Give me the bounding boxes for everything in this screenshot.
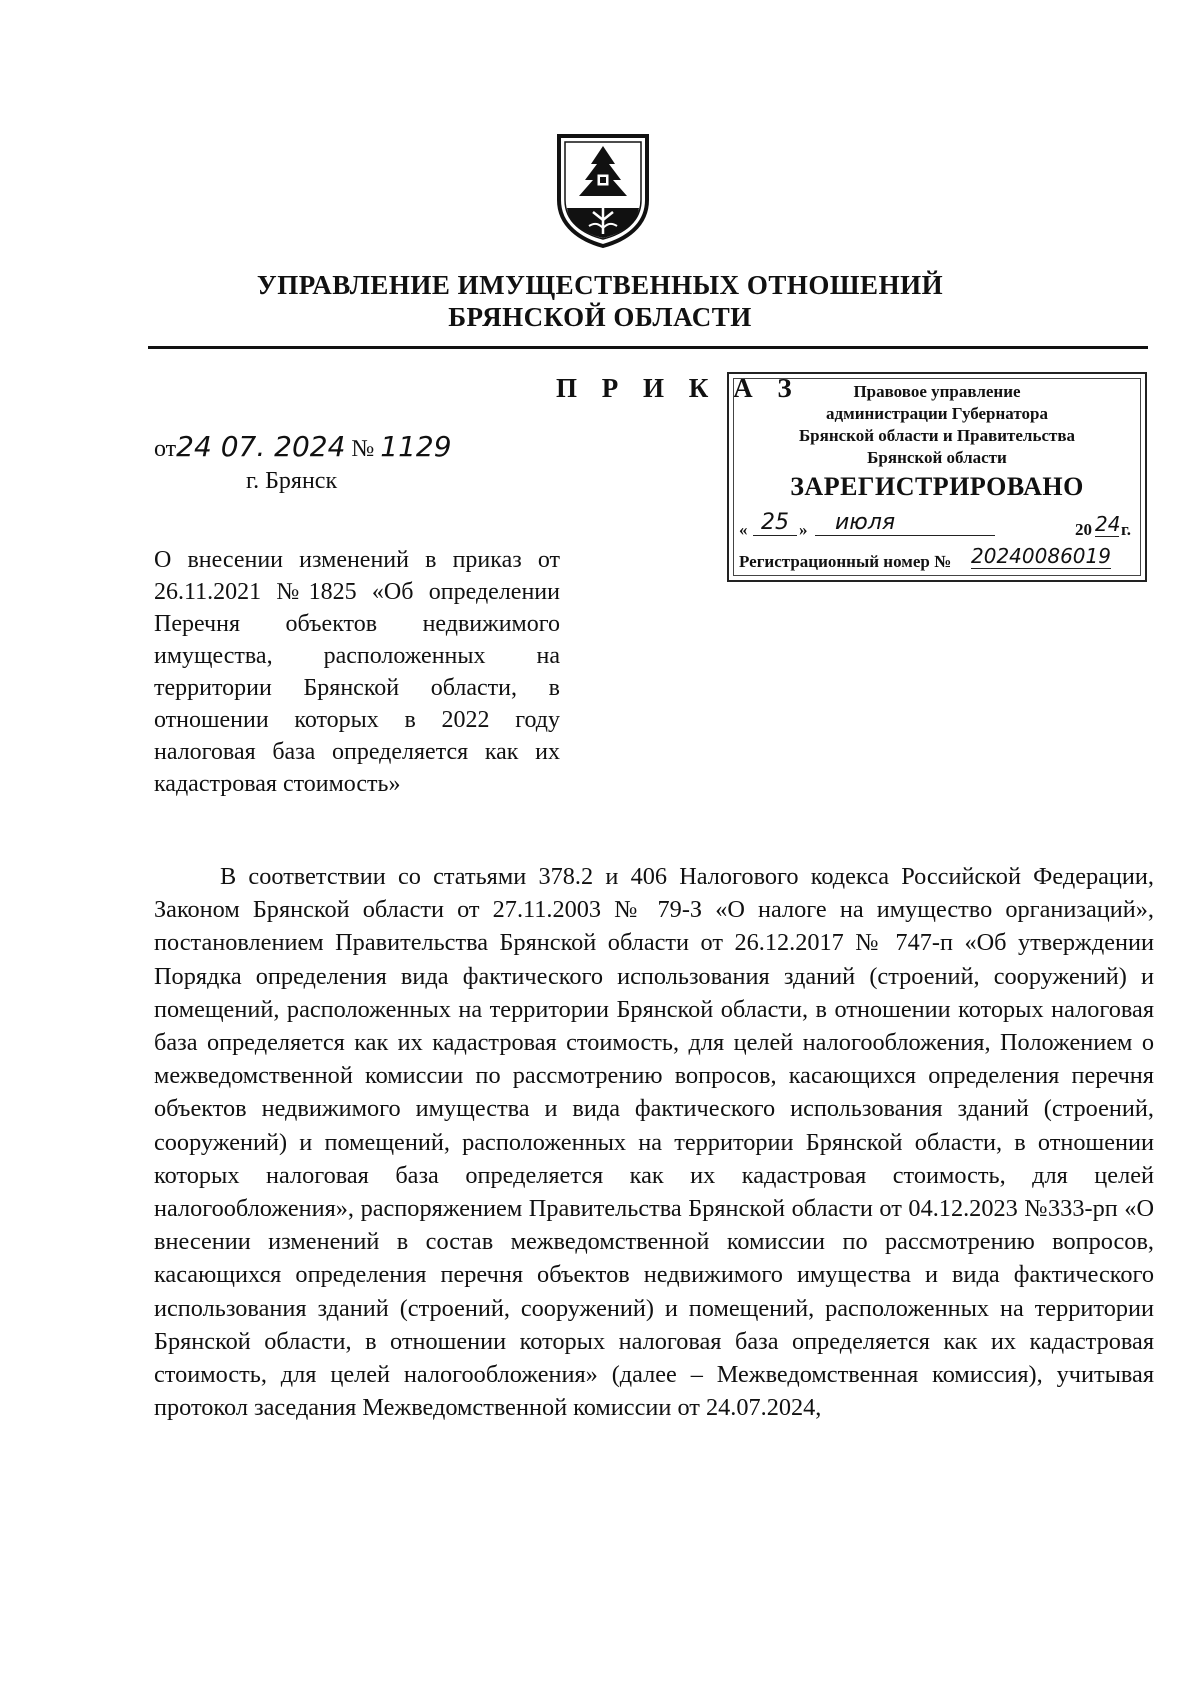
city-name: г. Брянск (246, 468, 338, 494)
stamp-year-handwritten: 24 (1095, 512, 1121, 536)
organization-name-line1: УПРАВЛЕНИЕ ИМУЩЕСТВЕННЫХ ОТНОШЕНИЙ (256, 270, 944, 300)
stamp-quote-open: « (739, 520, 748, 539)
organization-name-line2: БРЯНСКОЙ ОБЛАСТИ (448, 302, 752, 332)
header-divider (148, 346, 1148, 349)
order-number-handwritten: 1129 (380, 430, 452, 463)
stamp-year-suffix: г. (1121, 520, 1132, 539)
stamp-line: Правовое управление (853, 382, 1021, 401)
stamp-day-handwritten: 25 (753, 510, 797, 536)
from-label: от (154, 436, 177, 462)
stamp-quote-close: » (799, 520, 808, 539)
stamp-reg-label: Регистрационный номер № (739, 552, 952, 571)
stamp-line: администрации Губернатора (826, 404, 1048, 423)
stamp-year-prefix: 20 (1075, 520, 1092, 539)
order-number-label: № (351, 436, 375, 462)
stamp-date-row (739, 510, 1139, 544)
order-subject (154, 544, 560, 800)
order-subject-text: О внесении изменений в приказ от 26.11.2021 №1825 «Об определении Перечня объектов недвижимого имущества, расположенных на территории Брянской области, в отношении которых в 2022 году налоговая база определяется как их кадастровая стоимость» (154, 547, 560, 797)
order-date-number (154, 430, 452, 463)
registration-stamp (727, 372, 1147, 582)
stamp-month-handwritten: июля (815, 510, 995, 536)
stamp-registered-label: ЗАРЕГИСТРИРОВАНО (790, 472, 1084, 501)
order-body-paragraph: В соответствии со статьями 378.2 и 406 Налогового кодекса Российской Федерации, Законом Брянской области от 27.11.2003 № 79-З «О налоге на имущество организаций», постановлением Правительства Брянской области от 26.12.2017 № 747-п «Об утверждении Порядка определения вида фактического использования зданий (строений, сооружений) и помещений, расположенных на территории Брянской области, в отношении которых налоговая база определяется как их кадастровая стоимость, для целей налогообложения, Положением о межведомственной комиссии по рассмотрению вопросов, касающихся определения перечня объектов недвижимого имущества и вида фактического использования зданий (строений, сооружений) и помещений, расположенных на территории Брянской области, в отношении которых налоговая база определяется как их кадастровая стоимость, для целей налогообложения», распоряжением Правительства Брянской области от 04.12.2023 №333-рп «О внесении изменений в состав межведомственной комиссии по рассмотрению вопросов, касающихся определения перечня объектов недвижимого имущества и вида фактического использования зданий (строений, сооружений) и помещений, расположенных на территории Брянской области, в отношении которых налоговая база определяется как их кадастровая стоимость, для целей налогообложения» (далее – Межведомственная комиссия), учитывая протокол заседания Межведомственной комиссии от 24.07.2024, (154, 863, 1154, 1422)
stamp-line: Брянской области и Правительства (798, 426, 1076, 445)
coat-of-arms-emblem (553, 130, 653, 248)
stamp-registration-number-row (739, 544, 1139, 572)
stamp-line: Брянской области (867, 448, 1007, 467)
document-type-title: П Р И К А З (556, 373, 801, 403)
order-date-handwritten: 24 07. 2024 (176, 430, 346, 463)
stamp-reg-number-handwritten: 20240086019 (971, 544, 1111, 568)
